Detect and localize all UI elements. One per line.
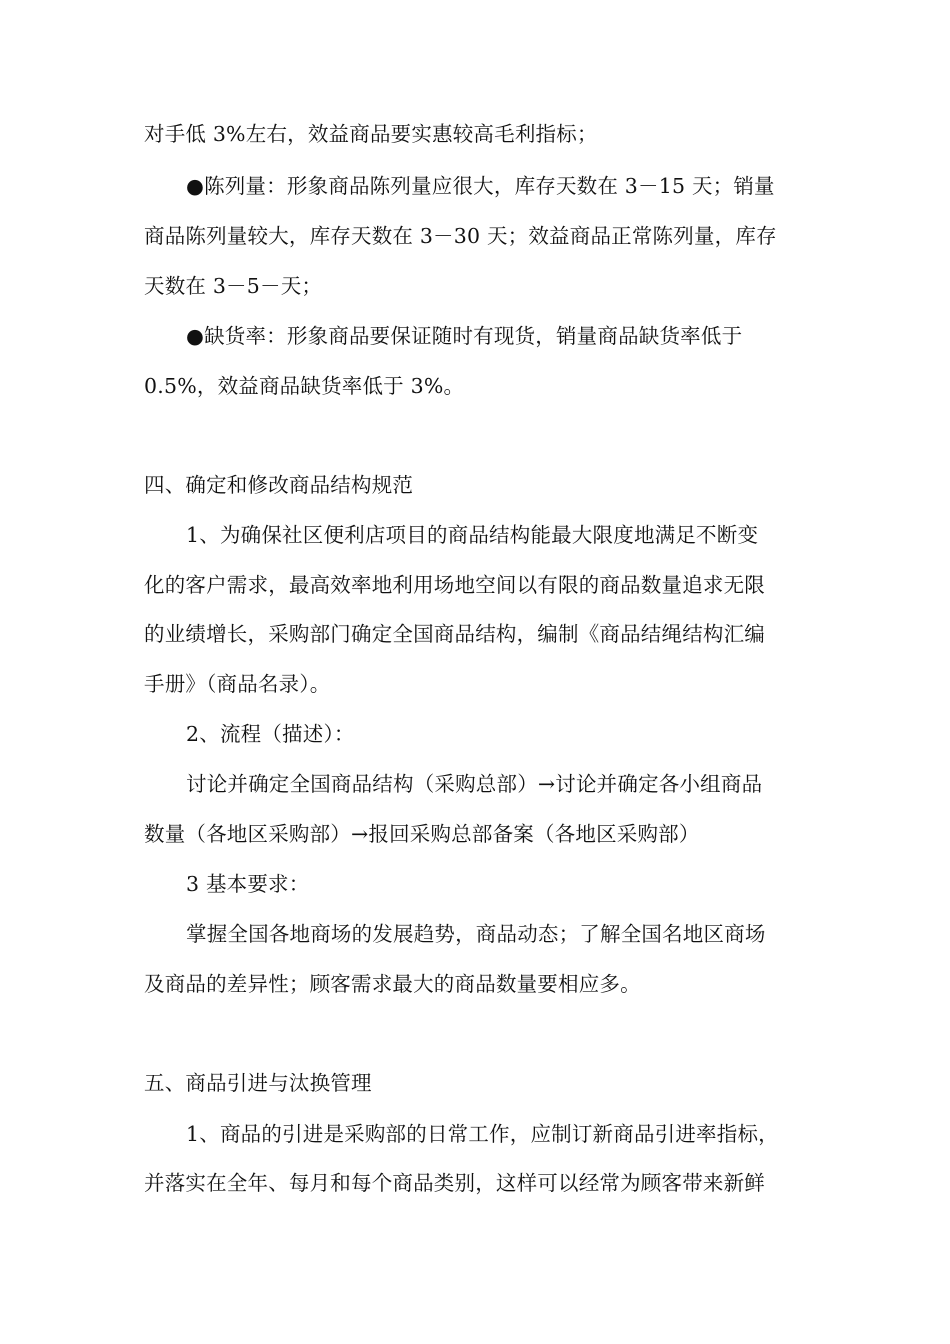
text-line: 对手低 3%左右，效益商品要实惠较高毛利指标； bbox=[144, 122, 598, 146]
paragraph-4-2: 2、流程（描述）： bbox=[186, 722, 355, 746]
paragraph-4-1: 1、为确保社区便利店项目的商品结构能最大限度地满足不断变 bbox=[186, 523, 759, 547]
text-line: 天数在 3－5－天； bbox=[144, 274, 323, 298]
paragraph-5-1: 1、商品的引进是采购部的日常工作，应制订新商品引进率指标， bbox=[186, 1122, 779, 1146]
bullet-display-quantity: ●陈列量：形象商品陈列量应很大，库存天数在 3－15 天；销量 bbox=[186, 174, 775, 198]
section-heading-4: 四、确定和修改商品结构规范 bbox=[144, 473, 414, 497]
text-line: 数量（各地区采购部）→报回采购总部备案（各地区采购部） bbox=[144, 822, 700, 846]
paragraph-4-3: 3 基本要求： bbox=[186, 872, 310, 896]
bullet-stockout-rate: ●缺货率：形象商品要保证随时有现货，销量商品缺货率低于 bbox=[186, 324, 743, 348]
text-line: 商品陈列量较大，库存天数在 3－30 天；效益商品正常陈列量，库存 bbox=[144, 224, 777, 248]
text-line: 并落实在全年、每月和每个商品类别，这样可以经常为顾客带来新鲜 bbox=[144, 1171, 765, 1195]
requirements-text: 掌握全国各地商场的发展趋势，商品动态；了解全国名地区商场 bbox=[186, 922, 766, 946]
text-line: 化的客户需求，最高效率地利用场地空间以有限的商品数量追求无限 bbox=[144, 573, 765, 597]
process-description: 讨论并确定全国商品结构（采购总部）→讨论并确定各小组商品 bbox=[186, 772, 763, 796]
text-line: 的业绩增长，采购部门确定全国商品结构，编制《商品结绳结构汇编 bbox=[144, 622, 765, 646]
text-line: 0.5%，效益商品缺货率低于 3%。 bbox=[144, 374, 465, 398]
text-line: 及商品的差异性；顾客需求最大的商品数量要相应多。 bbox=[144, 972, 641, 996]
text-line: 手册》（商品名录）。 bbox=[144, 672, 331, 696]
section-heading-5: 五、商品引进与汰换管理 bbox=[144, 1071, 372, 1095]
